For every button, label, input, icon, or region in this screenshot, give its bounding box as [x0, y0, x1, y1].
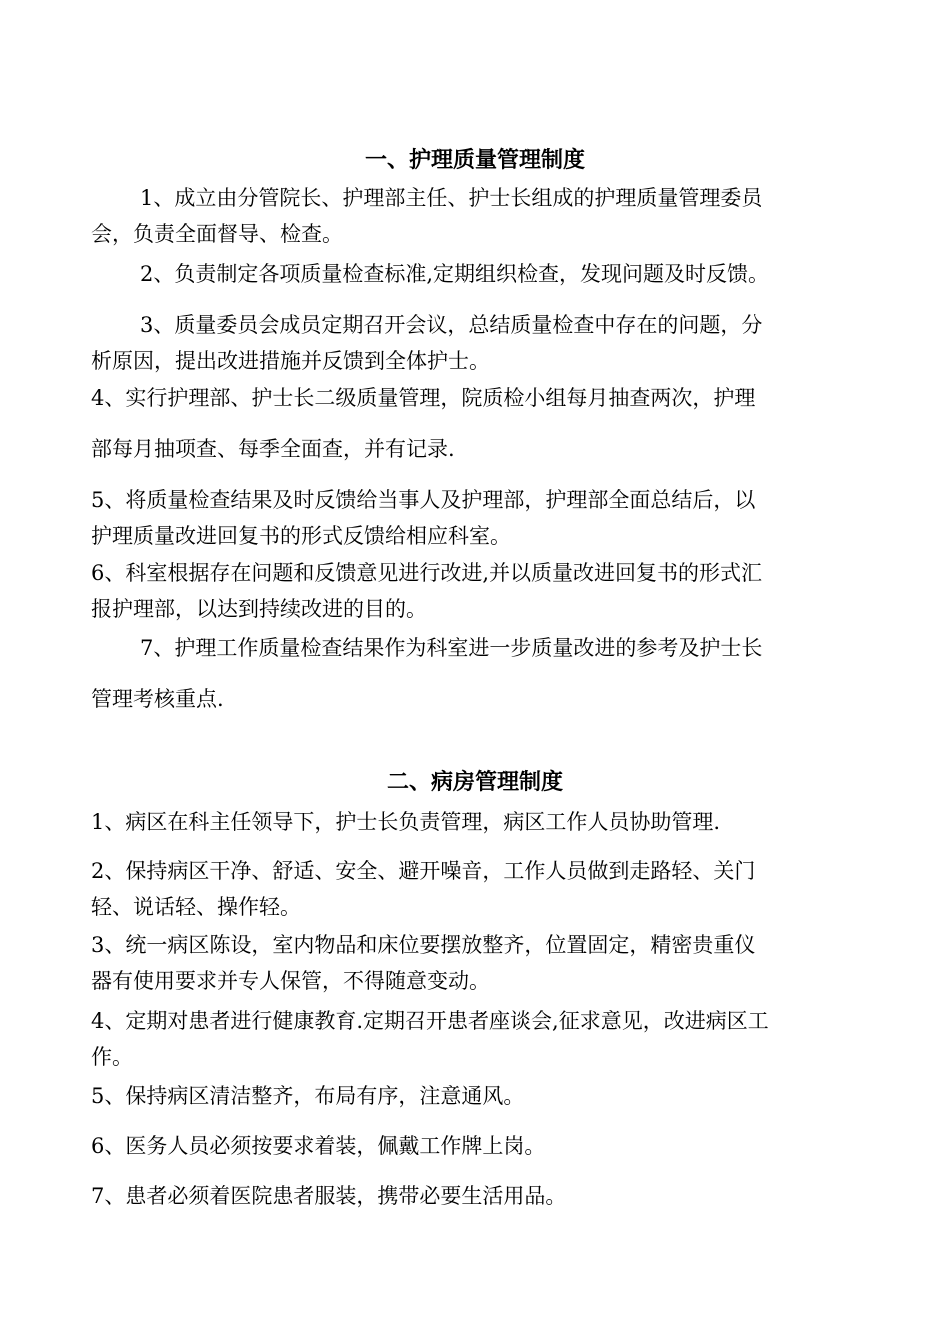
- s1-paragraph-1: [91, 180, 861, 252]
- paragraph-line: 作。: [91, 1045, 133, 1069]
- section1-title: 一、护理质量管理制度: [364, 148, 585, 173]
- s1-paragraph-2: [91, 256, 861, 292]
- paragraph-line: 报护理部，以达到持续改进的目的。: [91, 597, 427, 621]
- paragraph-line: 析原因，提出改进措施并反馈到全体护士。: [91, 349, 490, 373]
- s2-paragraph-7: [91, 1178, 861, 1214]
- paragraph-line: 6、科室根据存在问题和反馈意见进行改进,并以质量改进回复书的形式汇: [91, 561, 763, 585]
- paragraph-line: 1、成立由分管院长、护理部主任、护士长组成的护理质量管理委员: [140, 186, 763, 210]
- paragraph-line: 7、护理工作质量检查结果作为科室进一步质量改进的参考及护士长: [140, 636, 763, 660]
- paragraph-line: 护理质量改进回复书的形式反馈给相应科室。: [91, 524, 511, 548]
- s1-paragraph-6: [91, 555, 861, 627]
- paragraph-line: 2、保持病区干净、舒适、安全、避开噪音，工作人员做到走路轻、关门: [91, 859, 756, 883]
- paragraph-line: 4、实行护理部、护士长二级质量管理，院质检小组每月抽查两次，护理: [91, 386, 756, 410]
- paragraph-line: 3、质量委员会成员定期召开会议，总结质量检查中存在的问题，分: [140, 313, 763, 337]
- s2-paragraph-6: [91, 1128, 861, 1164]
- s1-paragraph-5: [91, 482, 861, 554]
- s2-paragraph-3: [91, 927, 861, 999]
- s2-paragraph-1: [91, 804, 861, 840]
- section2-title: 二、病房管理制度: [386, 770, 563, 795]
- paragraph-line: 5、保持病区清洁整齐，布局有序，注意通风。: [91, 1084, 525, 1108]
- paragraph-line: 3、统一病区陈设，室内物品和床位要摆放整齐，位置固定，精密贵重仪: [91, 933, 756, 957]
- s1-paragraph-7: [91, 630, 861, 717]
- paragraph-line: 部每月抽项查、每季全面查，并有记录.: [91, 437, 455, 461]
- paragraph-line: 4、定期对患者进行健康教育.定期召开患者座谈会,征求意见，改进病区工: [91, 1009, 769, 1033]
- s2-paragraph-4: [91, 1003, 861, 1075]
- paragraph-line: 器有使用要求并专人保管，不得随意变动。: [91, 969, 490, 993]
- paragraph-line: 1、病区在科主任领导下，护士长负责管理，病区工作人员协助管理.: [91, 810, 721, 834]
- paragraph-line: 轻、说话轻、操作轻。: [91, 895, 301, 919]
- paragraph-line: 6、医务人员必须按要求着装，佩戴工作牌上岗。: [91, 1134, 546, 1158]
- paragraph-line: 管理考核重点.: [91, 687, 224, 711]
- s1-paragraph-4: [91, 380, 861, 467]
- s1-paragraph-3: [91, 307, 861, 379]
- paragraph-line: 7、患者必须着医院患者服装，携带必要生活用品。: [91, 1184, 567, 1208]
- paragraph-line: 2、负责制定各项质量检查标准,定期组织检查，发现问题及时反馈。: [140, 262, 770, 286]
- s2-paragraph-2: [91, 853, 861, 925]
- s2-paragraph-5: [91, 1078, 861, 1114]
- paragraph-line: 5、将质量检查结果及时反馈给当事人及护理部，护理部全面总结后，以: [91, 488, 756, 512]
- paragraph-line: 会，负责全面督导、检查。: [91, 222, 343, 246]
